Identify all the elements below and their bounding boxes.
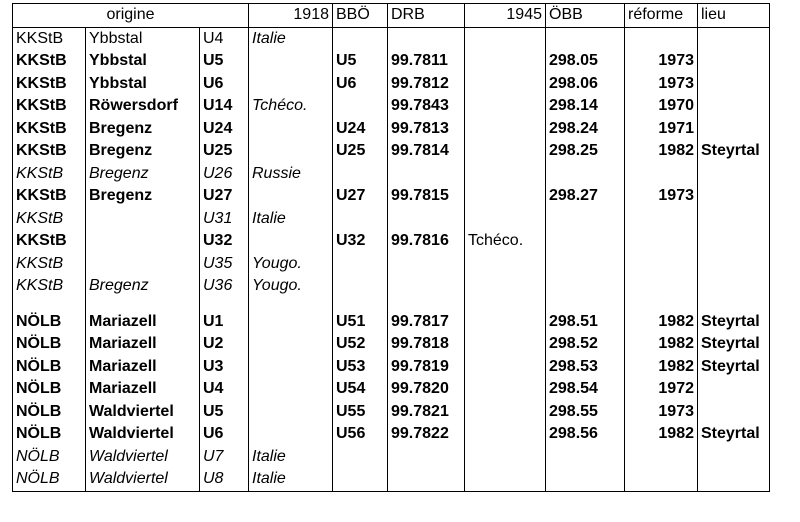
cell-1945	[465, 185, 546, 208]
cell-reforme: 1982	[625, 356, 698, 379]
cell-drb	[388, 163, 465, 186]
cell-reforme: 1982	[625, 423, 698, 446]
cell-lieu	[698, 253, 770, 276]
cell-company: KKStB	[13, 275, 86, 298]
cell-lieu	[698, 208, 770, 231]
cell-1945	[465, 208, 546, 231]
cell-number: U6	[200, 73, 249, 96]
cell-number: U14	[200, 95, 249, 118]
cell-line: Waldviertel	[86, 423, 200, 446]
cell-company	[13, 298, 86, 311]
cell-reforme: 1973	[625, 50, 698, 73]
cell-number: U1	[200, 311, 249, 334]
header-obb: ÖBB	[546, 4, 625, 28]
cell-obb	[546, 208, 625, 231]
cell-bbo	[333, 253, 388, 276]
cell-1918: Yougo.	[249, 253, 333, 276]
header-1945: 1945	[465, 4, 546, 28]
cell-line: Bregenz	[86, 118, 200, 141]
cell-obb: 298.27	[546, 185, 625, 208]
cell-bbo: U32	[333, 230, 388, 253]
header-1918: 1918	[249, 4, 333, 28]
cell-bbo	[333, 208, 388, 231]
cell-reforme: 1973	[625, 401, 698, 424]
cell-lieu	[698, 401, 770, 424]
cell-lieu	[698, 185, 770, 208]
cell-obb: 298.55	[546, 401, 625, 424]
cell-reforme: 1982	[625, 311, 698, 334]
header-row	[13, 4, 770, 28]
cell-1945	[465, 378, 546, 401]
cell-1945	[465, 468, 546, 491]
cell-lieu	[698, 378, 770, 401]
cell-lieu	[698, 95, 770, 118]
cell-1945	[465, 298, 546, 311]
cell-bbo: U6	[333, 73, 388, 96]
cell-1918	[249, 311, 333, 334]
cell-1918: Yougo.	[249, 275, 333, 298]
cell-bbo	[333, 446, 388, 469]
cell-line	[86, 253, 200, 276]
table-row	[13, 73, 770, 96]
header-lieu: lieu	[698, 4, 770, 28]
table-row	[13, 333, 770, 356]
cell-obb	[546, 163, 625, 186]
cell-1945	[465, 333, 546, 356]
table-row	[13, 275, 770, 298]
cell-line: Mariazell	[86, 311, 200, 334]
cell-company: NÖLB	[13, 356, 86, 379]
cell-1945	[465, 27, 546, 50]
cell-number: U36	[200, 275, 249, 298]
cell-line: Waldviertel	[86, 468, 200, 491]
cell-company: NÖLB	[13, 401, 86, 424]
table-row	[13, 468, 770, 491]
cell-lieu	[698, 298, 770, 311]
cell-line: Mariazell	[86, 356, 200, 379]
cell-reforme: 1971	[625, 118, 698, 141]
cell-number: U35	[200, 253, 249, 276]
cell-lieu: Steyrtal	[698, 140, 770, 163]
cell-drb: 99.7814	[388, 140, 465, 163]
cell-number: U8	[200, 468, 249, 491]
cell-bbo: U53	[333, 356, 388, 379]
cell-1918: Italie	[249, 446, 333, 469]
cell-bbo: U25	[333, 140, 388, 163]
table-row	[13, 230, 770, 253]
cell-company: KKStB	[13, 185, 86, 208]
cell-reforme	[625, 275, 698, 298]
cell-line	[86, 208, 200, 231]
cell-drb	[388, 468, 465, 491]
cell-1918: Russie	[249, 163, 333, 186]
cell-drb: 99.7843	[388, 95, 465, 118]
cell-line: Bregenz	[86, 185, 200, 208]
cell-1918	[249, 298, 333, 311]
cell-drb: 99.7818	[388, 333, 465, 356]
cell-line: Ybbstal	[86, 50, 200, 73]
cell-lieu	[698, 275, 770, 298]
cell-obb	[546, 253, 625, 276]
cell-lieu: Steyrtal	[698, 423, 770, 446]
cell-1945	[465, 401, 546, 424]
cell-lieu	[698, 446, 770, 469]
table-row	[13, 185, 770, 208]
cell-1945	[465, 50, 546, 73]
cell-reforme: 1982	[625, 333, 698, 356]
cell-number: U4	[200, 27, 249, 50]
cell-bbo	[333, 298, 388, 311]
table-row	[13, 95, 770, 118]
cell-reforme	[625, 253, 698, 276]
cell-reforme	[625, 208, 698, 231]
cell-bbo: U51	[333, 311, 388, 334]
cell-bbo: U52	[333, 333, 388, 356]
cell-drb: 99.7817	[388, 311, 465, 334]
cell-1945	[465, 95, 546, 118]
cell-1918: Tchéco.	[249, 95, 333, 118]
cell-1945: Tchéco.	[465, 230, 546, 253]
cell-number: U32	[200, 230, 249, 253]
cell-1945	[465, 311, 546, 334]
cell-company: KKStB	[13, 50, 86, 73]
header-origine: origine	[13, 4, 249, 28]
cell-1945	[465, 118, 546, 141]
cell-number: U5	[200, 401, 249, 424]
cell-company: NÖLB	[13, 378, 86, 401]
cell-number: U25	[200, 140, 249, 163]
cell-reforme	[625, 27, 698, 50]
cell-bbo: U55	[333, 401, 388, 424]
cell-obb: 298.25	[546, 140, 625, 163]
cell-drb: 99.7819	[388, 356, 465, 379]
cell-number: U4	[200, 378, 249, 401]
cell-drb: 99.7822	[388, 423, 465, 446]
cell-line: Waldviertel	[86, 446, 200, 469]
table-row	[13, 311, 770, 334]
cell-line: Mariazell	[86, 333, 200, 356]
table-row	[13, 378, 770, 401]
cell-bbo: U54	[333, 378, 388, 401]
cell-1918	[249, 140, 333, 163]
cell-company: KKStB	[13, 208, 86, 231]
cell-lieu	[698, 230, 770, 253]
cell-1945	[465, 275, 546, 298]
cell-1918	[249, 50, 333, 73]
cell-1945	[465, 423, 546, 446]
cell-drb: 99.7815	[388, 185, 465, 208]
table-row	[13, 50, 770, 73]
cell-lieu	[698, 50, 770, 73]
cell-drb	[388, 446, 465, 469]
cell-line: Waldviertel	[86, 401, 200, 424]
cell-1918	[249, 401, 333, 424]
cell-obb	[546, 468, 625, 491]
cell-obb: 298.05	[546, 50, 625, 73]
cell-drb: 99.7820	[388, 378, 465, 401]
table-row	[13, 163, 770, 186]
cell-1945	[465, 253, 546, 276]
cell-obb: 298.06	[546, 73, 625, 96]
header-drb: DRB	[388, 4, 465, 28]
cell-number: U26	[200, 163, 249, 186]
cell-line: Mariazell	[86, 378, 200, 401]
cell-reforme: 1973	[625, 185, 698, 208]
cell-obb	[546, 275, 625, 298]
table-row	[13, 356, 770, 379]
cell-reforme: 1972	[625, 378, 698, 401]
locomotive-roster-table	[12, 3, 770, 492]
cell-drb: 99.7816	[388, 230, 465, 253]
cell-1918	[249, 185, 333, 208]
cell-company: KKStB	[13, 73, 86, 96]
cell-drb	[388, 275, 465, 298]
cell-1945	[465, 140, 546, 163]
cell-company: KKStB	[13, 253, 86, 276]
cell-line	[86, 230, 200, 253]
spacer-row	[13, 298, 770, 311]
cell-lieu	[698, 468, 770, 491]
cell-1945	[465, 446, 546, 469]
cell-lieu	[698, 27, 770, 50]
cell-line: Bregenz	[86, 275, 200, 298]
cell-reforme	[625, 468, 698, 491]
cell-company: KKStB	[13, 140, 86, 163]
cell-number: U3	[200, 356, 249, 379]
cell-1945	[465, 356, 546, 379]
cell-number: U6	[200, 423, 249, 446]
cell-1945	[465, 73, 546, 96]
cell-reforme: 1973	[625, 73, 698, 96]
cell-drb	[388, 27, 465, 50]
cell-1918	[249, 423, 333, 446]
cell-reforme	[625, 446, 698, 469]
cell-obb: 298.54	[546, 378, 625, 401]
cell-obb	[546, 446, 625, 469]
cell-obb: 298.53	[546, 356, 625, 379]
cell-line: Bregenz	[86, 140, 200, 163]
cell-lieu: Steyrtal	[698, 311, 770, 334]
cell-1918: Italie	[249, 468, 333, 491]
cell-line: Röwersdorf	[86, 95, 200, 118]
cell-company: KKStB	[13, 163, 86, 186]
cell-bbo: U56	[333, 423, 388, 446]
cell-lieu: Steyrtal	[698, 333, 770, 356]
cell-1918	[249, 356, 333, 379]
cell-reforme: 1982	[625, 140, 698, 163]
cell-reforme	[625, 163, 698, 186]
cell-lieu	[698, 118, 770, 141]
cell-bbo	[333, 95, 388, 118]
table-row	[13, 27, 770, 50]
header-reforme: réforme	[625, 4, 698, 28]
cell-obb: 298.24	[546, 118, 625, 141]
cell-line: Ybbstal	[86, 27, 200, 50]
cell-obb: 298.51	[546, 311, 625, 334]
cell-lieu	[698, 73, 770, 96]
cell-obb	[546, 298, 625, 311]
cell-number: U27	[200, 185, 249, 208]
cell-bbo	[333, 275, 388, 298]
cell-1918: Italie	[249, 27, 333, 50]
cell-lieu: Steyrtal	[698, 356, 770, 379]
cell-company: KKStB	[13, 27, 86, 50]
cell-company: NÖLB	[13, 333, 86, 356]
cell-drb: 99.7813	[388, 118, 465, 141]
cell-1918	[249, 333, 333, 356]
cell-number: U5	[200, 50, 249, 73]
cell-reforme	[625, 230, 698, 253]
cell-company: KKStB	[13, 118, 86, 141]
cell-number: U31	[200, 208, 249, 231]
cell-obb: 298.14	[546, 95, 625, 118]
cell-company: KKStB	[13, 95, 86, 118]
cell-drb: 99.7811	[388, 50, 465, 73]
table-row	[13, 118, 770, 141]
cell-obb	[546, 27, 625, 50]
cell-company: NÖLB	[13, 446, 86, 469]
cell-1918	[249, 73, 333, 96]
header-bbo: BBÖ	[333, 4, 388, 28]
cell-line	[86, 298, 200, 311]
table-row	[13, 208, 770, 231]
table-row	[13, 253, 770, 276]
cell-1918	[249, 118, 333, 141]
cell-number: U24	[200, 118, 249, 141]
table-row	[13, 401, 770, 424]
cell-number: U7	[200, 446, 249, 469]
cell-reforme: 1970	[625, 95, 698, 118]
cell-reforme	[625, 298, 698, 311]
cell-1945	[465, 163, 546, 186]
cell-bbo: U27	[333, 185, 388, 208]
table-row	[13, 423, 770, 446]
cell-line: Ybbstal	[86, 73, 200, 96]
cell-company: NÖLB	[13, 423, 86, 446]
cell-bbo: U24	[333, 118, 388, 141]
cell-drb: 99.7812	[388, 73, 465, 96]
cell-number: U2	[200, 333, 249, 356]
cell-obb	[546, 230, 625, 253]
cell-line: Bregenz	[86, 163, 200, 186]
cell-drb: 99.7821	[388, 401, 465, 424]
cell-bbo	[333, 468, 388, 491]
cell-company: NÖLB	[13, 311, 86, 334]
cell-company: NÖLB	[13, 468, 86, 491]
cell-drb	[388, 208, 465, 231]
cell-drb	[388, 298, 465, 311]
cell-drb	[388, 253, 465, 276]
table-row	[13, 446, 770, 469]
cell-1918	[249, 378, 333, 401]
cell-obb: 298.56	[546, 423, 625, 446]
cell-company: KKStB	[13, 230, 86, 253]
cell-lieu	[698, 163, 770, 186]
table-row	[13, 140, 770, 163]
cell-number	[200, 298, 249, 311]
cell-1918	[249, 230, 333, 253]
cell-bbo: U5	[333, 50, 388, 73]
cell-obb: 298.52	[546, 333, 625, 356]
cell-1918: Italie	[249, 208, 333, 231]
cell-bbo	[333, 163, 388, 186]
cell-bbo	[333, 27, 388, 50]
